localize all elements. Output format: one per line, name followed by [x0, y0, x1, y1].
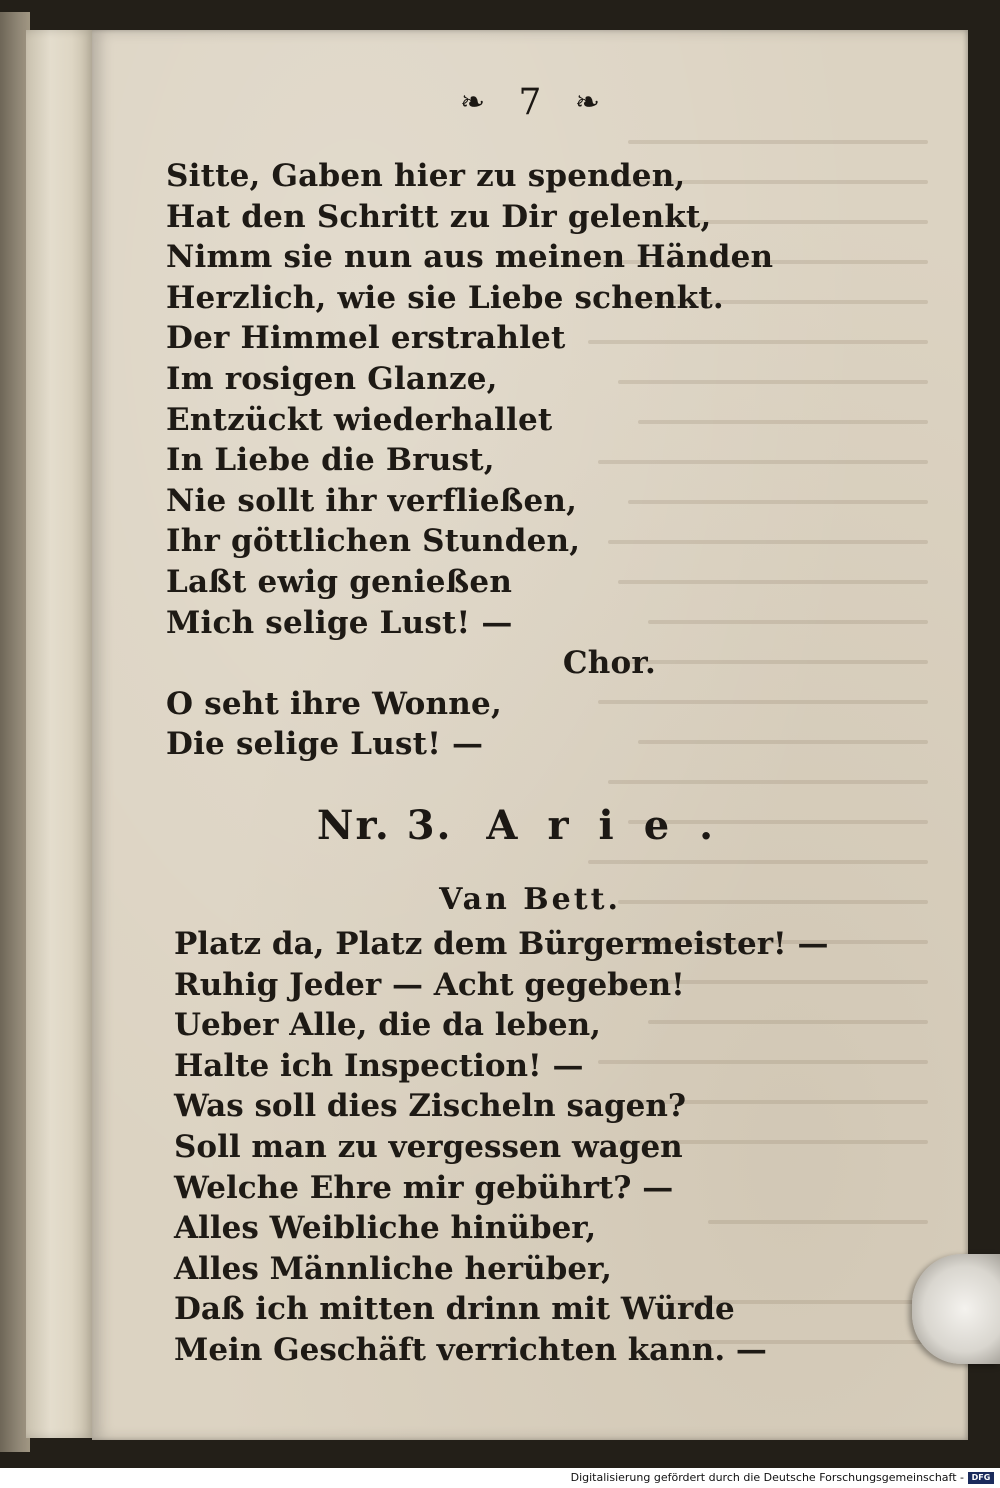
- page-header: [92, 82, 968, 123]
- book-spine-strip: [26, 30, 96, 1438]
- fleuron-icon: ❧: [574, 85, 601, 120]
- aria-line: Welche Ehre mir gebührt? —: [174, 1169, 674, 1206]
- aria-line: Was soll dies Zischeln sagen?: [174, 1088, 687, 1125]
- book-page: [92, 30, 968, 1440]
- aria-block: [174, 924, 914, 1371]
- speaker-name: Van Bett.: [439, 882, 621, 917]
- aria-line: Alles Männliche herüber,: [174, 1250, 612, 1287]
- verse-line: Laßt ewig genießen: [166, 563, 513, 600]
- aria-line: Platz da, Platz dem Bürgermeister! —: [174, 926, 829, 962]
- aria-line: Alles Weibliche hinüber,: [174, 1210, 597, 1247]
- chor-line: Die selige Lust! —: [166, 726, 484, 763]
- chor-line: O seht ihre Wonne,: [166, 685, 502, 722]
- dfg-logo-icon: DFG: [968, 1472, 994, 1484]
- fleuron-icon: ❧: [459, 85, 486, 120]
- funding-notice: Digitalisierung gefördert durch die Deutsche Forschungsgemeinschaft -: [570, 1471, 964, 1484]
- verse-line: In Liebe die Brust,: [166, 442, 495, 479]
- aria-line: Ruhig Jeder — Acht gegeben!: [174, 966, 685, 1003]
- aria-line: Soll man zu vergessen wagen: [174, 1128, 683, 1165]
- section-number: Nr. 3.: [316, 802, 453, 849]
- verse-block: [166, 156, 906, 765]
- aria-line: Halte ich Inspection! —: [174, 1047, 584, 1084]
- verse-line: Nie sollt ihr verfließen,: [166, 482, 578, 519]
- aria-line: Daß ich mitten drinn mit Würde: [174, 1291, 735, 1328]
- chor-label: Chor.: [562, 645, 656, 682]
- aria-line: Ueber Alle, die da leben,: [174, 1007, 601, 1044]
- verse-line: Ihr göttlichen Stunden,: [166, 523, 581, 560]
- verse-line: Herzlich, wie sie Liebe schenkt.: [166, 279, 724, 316]
- verse-line: Mich selige Lust! —: [166, 604, 513, 641]
- verse-line: Hat den Schritt zu Dir gelenkt,: [166, 198, 712, 235]
- verse-line: Der Himmel erstrahlet: [166, 320, 566, 357]
- section-heading: [92, 802, 968, 849]
- page-clip: [912, 1254, 1000, 1364]
- verse-line: Im rosigen Glanze,: [166, 360, 498, 397]
- footer-bar: [0, 1468, 1000, 1488]
- verse-line: Entzückt wiederhallet: [166, 401, 553, 438]
- section-title: Arie.: [486, 802, 744, 849]
- verse-line: Nimm sie nun aus meinen Händen: [166, 239, 774, 276]
- verse-line: Sitte, Gaben hier zu spenden,: [166, 158, 686, 194]
- page-number: 7: [518, 82, 542, 123]
- aria-line: Mein Geschäft verrichten kann. —: [174, 1331, 767, 1368]
